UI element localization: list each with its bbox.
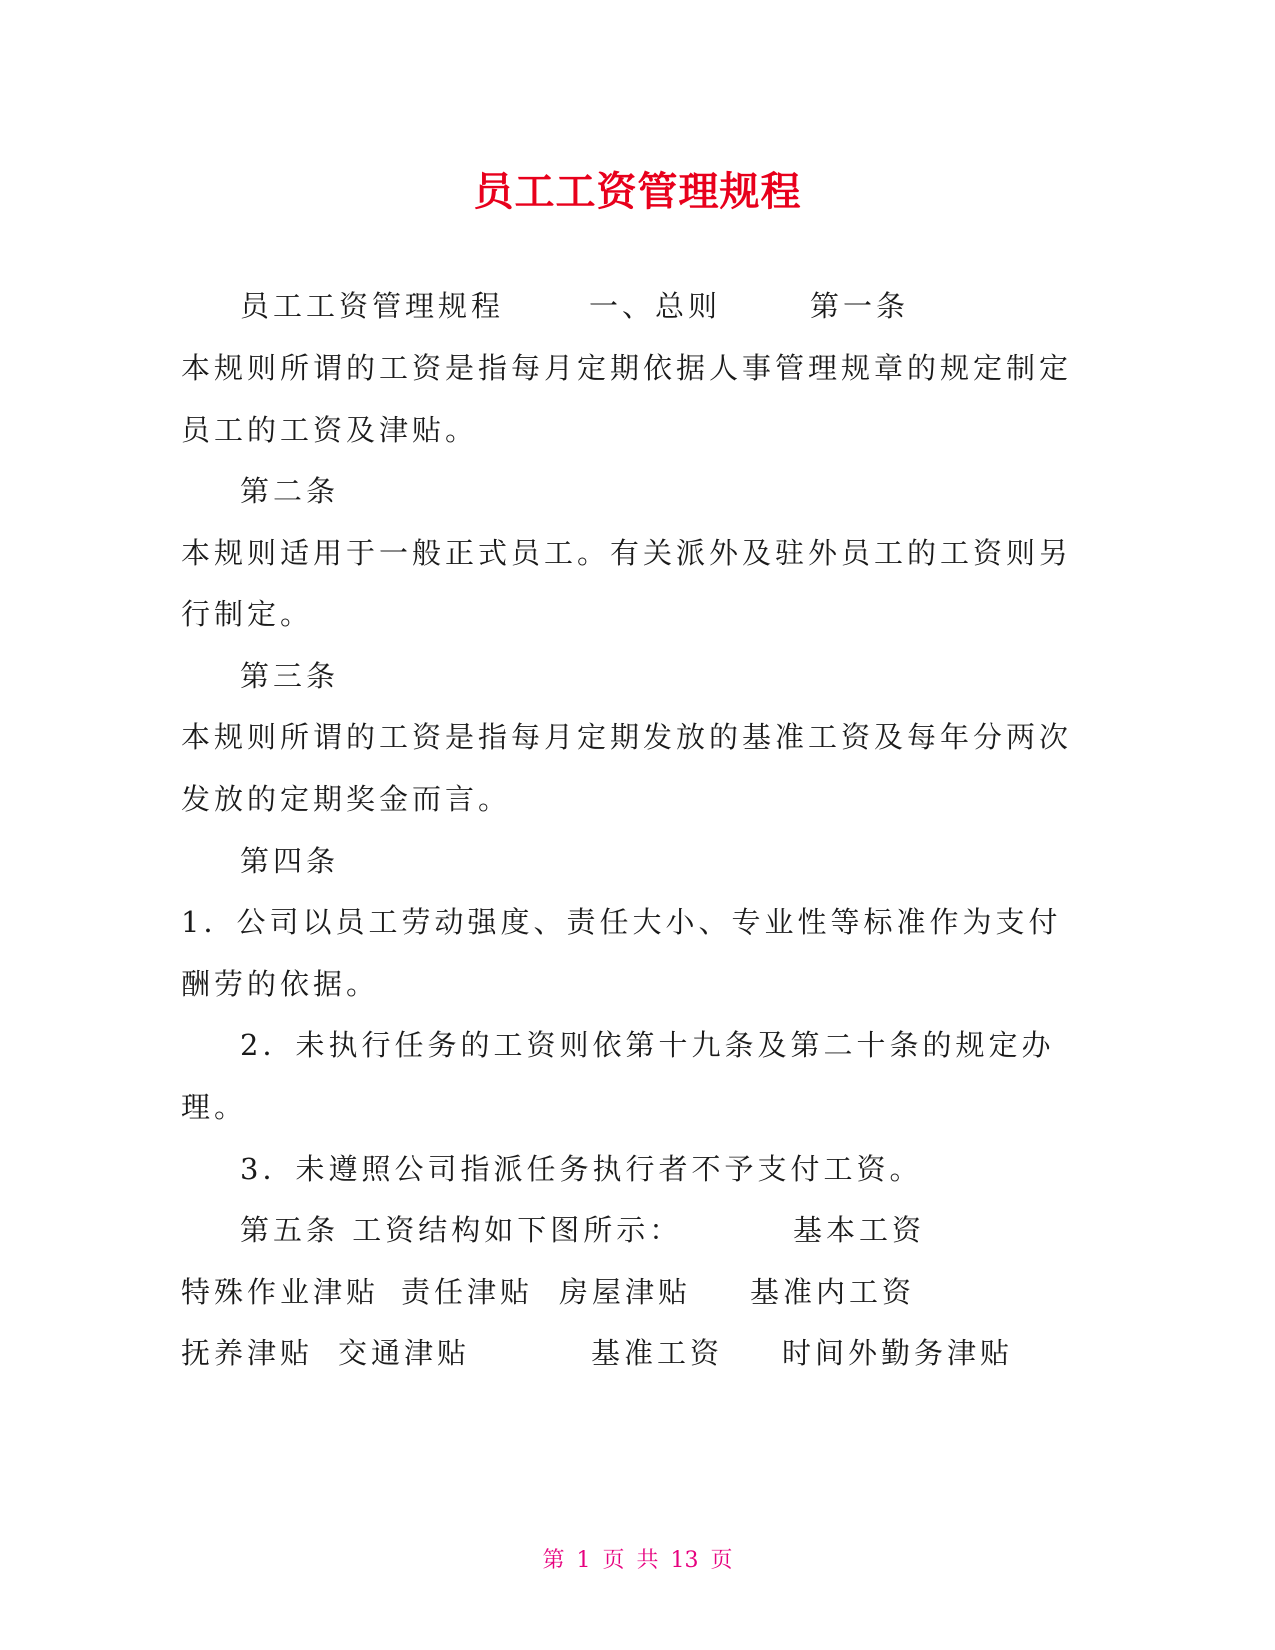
salary-item: 基准内工资	[750, 1275, 916, 1309]
paragraph-line: 发放的定期奖金而言。	[181, 782, 512, 816]
salary-item: 责任津贴	[401, 1275, 534, 1309]
line-1-part-1: 员工工资管理规程	[240, 289, 505, 323]
paragraph-line: 本规则适用于一般正式员工。有关派外及驻外员工的工资则另	[181, 536, 1073, 570]
salary-item: 特殊作业津贴	[181, 1275, 380, 1309]
footer-prefix: 第	[542, 1548, 565, 1573]
document-title: 员工工资管理规程	[473, 169, 802, 215]
article-heading: 第五条 工资结构如下图所示：	[240, 1213, 683, 1247]
paragraph-line: 1．公司以员工劳动强度、责任大小、专业性等标准作为支付	[181, 905, 1062, 939]
salary-item: 基本工资	[793, 1213, 926, 1247]
paragraph-line: 3．未遵照公司指派任务执行者不予支付工资。	[240, 1152, 923, 1186]
footer-page-word: 页	[602, 1548, 625, 1573]
paragraph-line: 2．未执行任务的工资则依第十九条及第二十条的规定办	[240, 1028, 1055, 1062]
article-heading: 第二条	[240, 474, 340, 508]
line-1-part-3: 第一条	[810, 289, 910, 323]
footer-total-pages: 13	[670, 1548, 699, 1573]
salary-item: 基准工资	[591, 1336, 724, 1370]
paragraph-line: 酬劳的依据。	[181, 967, 380, 1001]
footer-suffix: 页	[710, 1548, 733, 1573]
salary-item: 交通津贴	[338, 1336, 471, 1370]
paragraph-line: 本规则所谓的工资是指每月定期依据人事管理规章的规定制定	[181, 351, 1073, 385]
salary-item: 抚养津贴	[181, 1336, 314, 1370]
article-heading: 第三条	[240, 659, 340, 693]
paragraph-line: 行制定。	[181, 597, 314, 631]
article-heading: 第四条	[240, 844, 340, 878]
paragraph-line: 理。	[181, 1090, 248, 1124]
salary-item: 房屋津贴	[559, 1275, 692, 1309]
paragraph-line: 员工的工资及津贴。	[181, 413, 479, 447]
footer-total-label: 共	[636, 1548, 659, 1573]
salary-item: 时间外勤务津贴	[782, 1336, 1014, 1370]
line-1-part-2: 一、总则	[589, 289, 722, 323]
page-footer	[0, 1543, 1275, 1574]
paragraph-line: 本规则所谓的工资是指每月定期发放的基准工资及每年分两次	[181, 720, 1073, 754]
footer-page-number: 1	[576, 1548, 591, 1573]
